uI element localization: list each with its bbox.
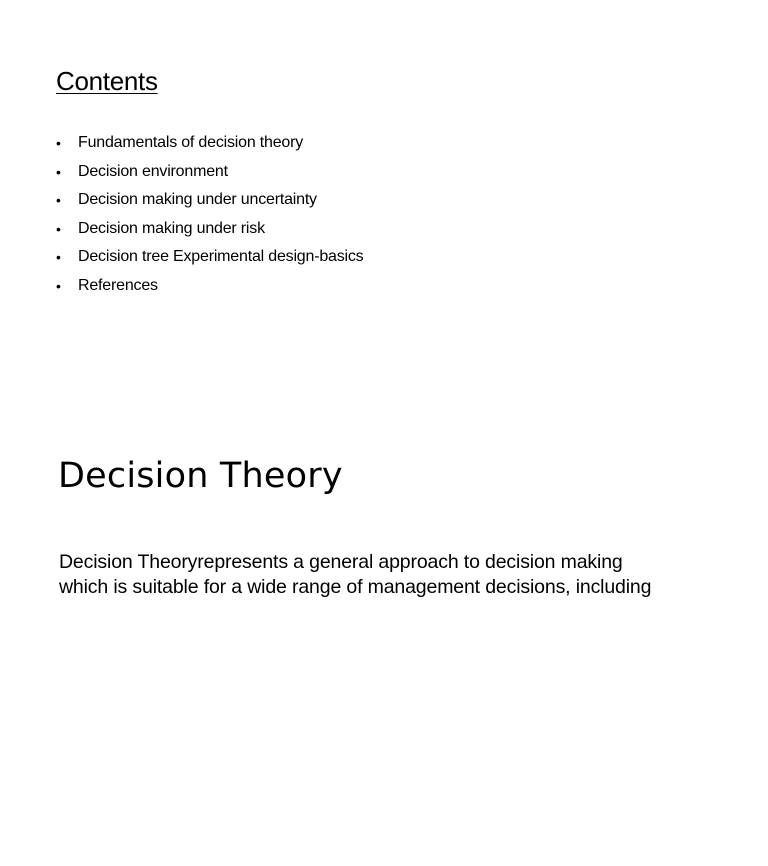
- contents-list: [56, 129, 363, 301]
- list-item: [56, 158, 363, 187]
- list-item: [56, 215, 363, 244]
- contents-heading: Contents: [56, 66, 158, 96]
- list-item: [56, 243, 363, 272]
- list-item: [56, 186, 363, 215]
- body-line: which is suitable for a wide range of management decisions, including: [59, 576, 652, 598]
- section-title: Decision Theory: [58, 456, 343, 496]
- section-body: [59, 550, 749, 600]
- contents-item-label: Decision making under risk: [78, 219, 265, 237]
- bullet-icon: •: [56, 277, 61, 294]
- bullet-icon: •: [56, 249, 61, 266]
- bullet-icon: •: [56, 192, 61, 209]
- contents-item-label: Decision tree Experimental design-basics: [78, 248, 364, 266]
- bullet-icon: •: [56, 135, 61, 151]
- contents-item-label: Fundamentals of decision theory: [78, 134, 304, 151]
- list-item: [56, 272, 363, 301]
- bullet-icon: •: [56, 220, 61, 237]
- contents-item-label: References: [78, 276, 158, 294]
- body-line: Decision Theoryrepresents a general approach to decision making: [59, 551, 623, 573]
- list-item: [56, 129, 363, 158]
- contents-item-label: Decision making under uncertainty: [78, 191, 317, 209]
- contents-item-label: Decision environment: [78, 162, 228, 180]
- bullet-icon: •: [56, 163, 61, 180]
